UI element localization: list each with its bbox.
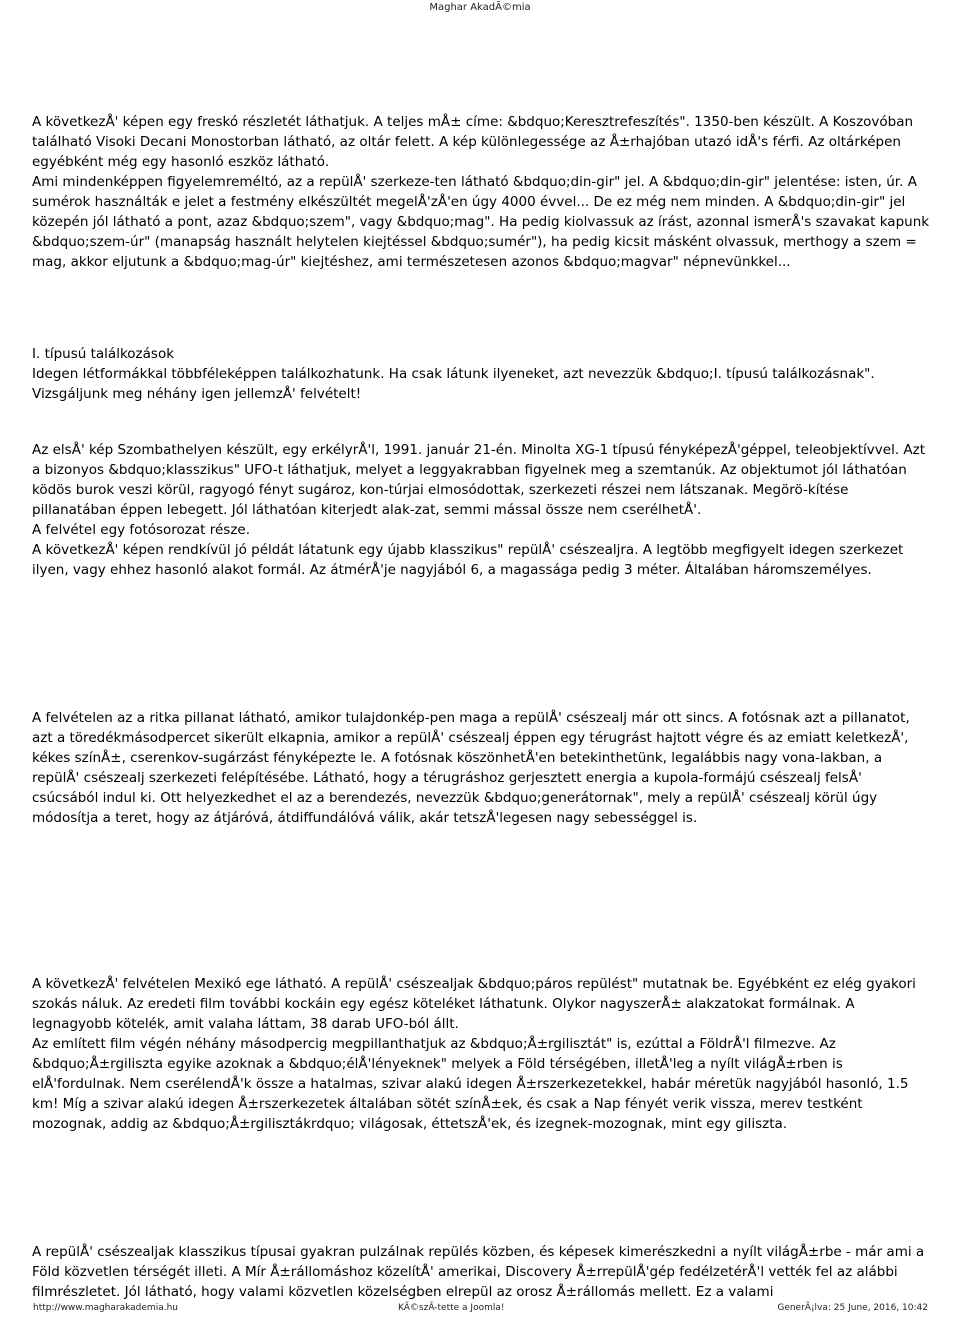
footer-url-link[interactable]: http://www.magharakademia.hu xyxy=(33,1303,178,1313)
section-intro: Idegen létformákkal többféleképpen találkozhatunk. Ha csak látunk ilyeneket, azt nevezzük &bdquo;I. típusú találkozásnak". Vizsgáljunk meg néhány igen jellemzÅ' felvételt! xyxy=(32,366,875,402)
paragraph-rare-moment: A felvételen az a ritka pillanat látható, amikor tulajdonkép-pen maga a repülÅ' csészealj már ott sincs. A fotósnak azt a pillanatot, azt a töredékmásodpercet sikerült elkapnia, amikor a repülÅ' csészealj éppen egy térugrást hajtott végre és az emiatt keletkezÅ', kékes színÅ±, cserenkov-sugárzást fényképezte le. A fotósnak köszönhetÅ'en betekinthetünk, legalábbis nagy vona-lakban, a repülÅ' csészealj szerkezeti felépítésébe. Látható, hogy a térugráshoz gerjesztett energia a kupola-formájú csészealj felsÅ' csúcsából indul ki. Ott helyezkedhet el az a berendezés, nevezzük &bdquo;generátornak", mely a repülÅ' csészealj körül úgy módosítja a teret, hogy az átjáróvá, átdiffundálóvá válik, akár tetszÅ'legesen nagy sebességgel is. xyxy=(32,710,910,826)
section-first-type xyxy=(32,344,932,404)
section-szombathely xyxy=(32,440,932,580)
document-header: Maghar AkadÃ©mia xyxy=(429,2,531,13)
section-mexico xyxy=(32,974,932,1134)
document-footer xyxy=(33,1303,928,1317)
paragraph-mexico: A következÅ' felvételen Mexikó ege látható. A repülÅ' csészealjak &bdquo;páros repülést" mutatnak be. Egyébként ez elég gyakori szokás náluk. Az eredeti film további kockáin egy egész köteléket láthatunk. Olykor nagyszerÅ± alakzatokat formálnak. A legnagyobb kötelék, amit valaha láttam, 38 darab UFO-ból állt. xyxy=(32,976,916,1032)
paragraph-classic-saucer: A következÅ' képen rendkívül jó példát látatunk egy újabb klasszikus" repülÅ' csészealjra. A legtöbb megfigyelt idegen szerkezet ilyen, vagy ehhez hasonló alakot formál. Az átmérÅ'je nagyjából 6, a magassága pedig 3 méter. Általában háromszemélyes. xyxy=(32,542,904,578)
footer-made-by: KÃ©szÃ-tette a Joomla! xyxy=(398,1303,505,1313)
paragraph-din-gir: Ami mindenképpen figyelemreméltó, az a repülÅ' szerkeze-ten látható &bdquo;din-gir" jel. A &bdquo;din-gir" jelentése: isten, úr. A sumérok használták e jelet a festmény elkészültét megelÅ'zÅ'en úgy 4000 évvel... De ez még nem minden. A &bdquo;din-gir" jel közepén jól látható a pont, azaz &bdquo;szem", vagy &bdquo;mag". Ha pedig kiolvassuk az írást, azonnal ismerÅ's szavakat kapunk &bdquo;szem-úr" (manapság használt helytelen kiejtéssel &bdquo;sumér"), ha pedig kicsit másként olvassuk, merthogy a szem = mag, akkor eljutunk a &bdquo;mag-úr" kiejtéshez, ami természetesen azonos &bdquo;magvar" népnevünkkel... xyxy=(32,174,930,270)
paragraph-szombathely: Az elsÅ' kép Szombathelyen készült, egy erkélyrÅ'l, 1991. január 21-én. Minolta XG-1 típusú fényképezÅ'géppel, teleobjektívvel. Azt a bizonyos &bdquo;klasszikus" UFO-t láthatjuk, melyet a leggyakrabban figyelnek meg a szemtanúk. Az objektumot jól láthatóan ködös burok veszi körül, ragyogó fényt sugároz, kon-túrjai elmosódottak, szerkezeti részei nem látszanak. Megörö-kítése pillanatában éppen lebegett. Jól láthatóan kiterjedt alak-zat, semmi mással össze nem cserélhetÅ'. xyxy=(32,442,926,518)
section-title: I. típusú találkozások xyxy=(32,346,175,362)
paragraph-fresco-intro: A következÅ' képen egy freskó részletét láthatjuk. A teljes mÅ± címe: &bdquo;Keresztrefeszítés". 1350-ben készült. A Koszovóban található Visoki Decani Monostorban látható, az oltár felett. A kép különlegessége az Å±rhajóban utazó idÅ's férfi. Az oltárképen egyébként még egy hasonló eszköz látható. xyxy=(32,114,914,170)
paragraph-space-worm: Az említett film végén néhány másodpercig megpillanthatjuk az &bdquo;Å±rgilisztát" is, ezúttal a FöldrÅ'l filmezve. Az &bdquo;Å±rgiliszta egyike azoknak a &bdquo;élÅ'lényeknek" melyek a Föld térségében, illetÅ'leg a nyílt világÅ±rben is elÅ'fordulnak. Nem cserélendÅ'k össze a hatalmas, szivar alakú idegen Å±rszerkezetekkel, habár méretük nagyjából hasonló, 1.5 km! Míg a szivar alakú idegen Å±rszerkezetek általában sötét színÅ±ek, és csak a Nap fényét verik vissza, merev testként mozognak, addig az &bdquo;Å±rgilisztákrdquo; világosak, éttetszÅ'ek, és izegnek-mozognak, mint egy giliszta. xyxy=(32,1036,909,1132)
paragraph-pulsing: A repülÅ' csészealjak klasszikus típusai gyakran pulzálnak repülés közben, és képesek kimerészkedni a nyílt világÅ±rbe - már ami a Föld közvetlen térségét illeti. A Mír Å±rállomáshoz közelítÅ' amerikai, Discovery Å±rrepülÅ'gép fedélzetérÅ'l vették fel az alábbi filmrészletet. Jól látható, hogy valami közvetlen közelségben elrepül az orosz Å±rállomás mellett. Ez a valami xyxy=(32,1244,925,1300)
paragraph-photo-series: A felvétel egy fotósorozat része. xyxy=(32,522,251,538)
footer-generated-date: GenerÃ¡lva: 25 June, 2016, 10:42 xyxy=(777,1303,928,1313)
